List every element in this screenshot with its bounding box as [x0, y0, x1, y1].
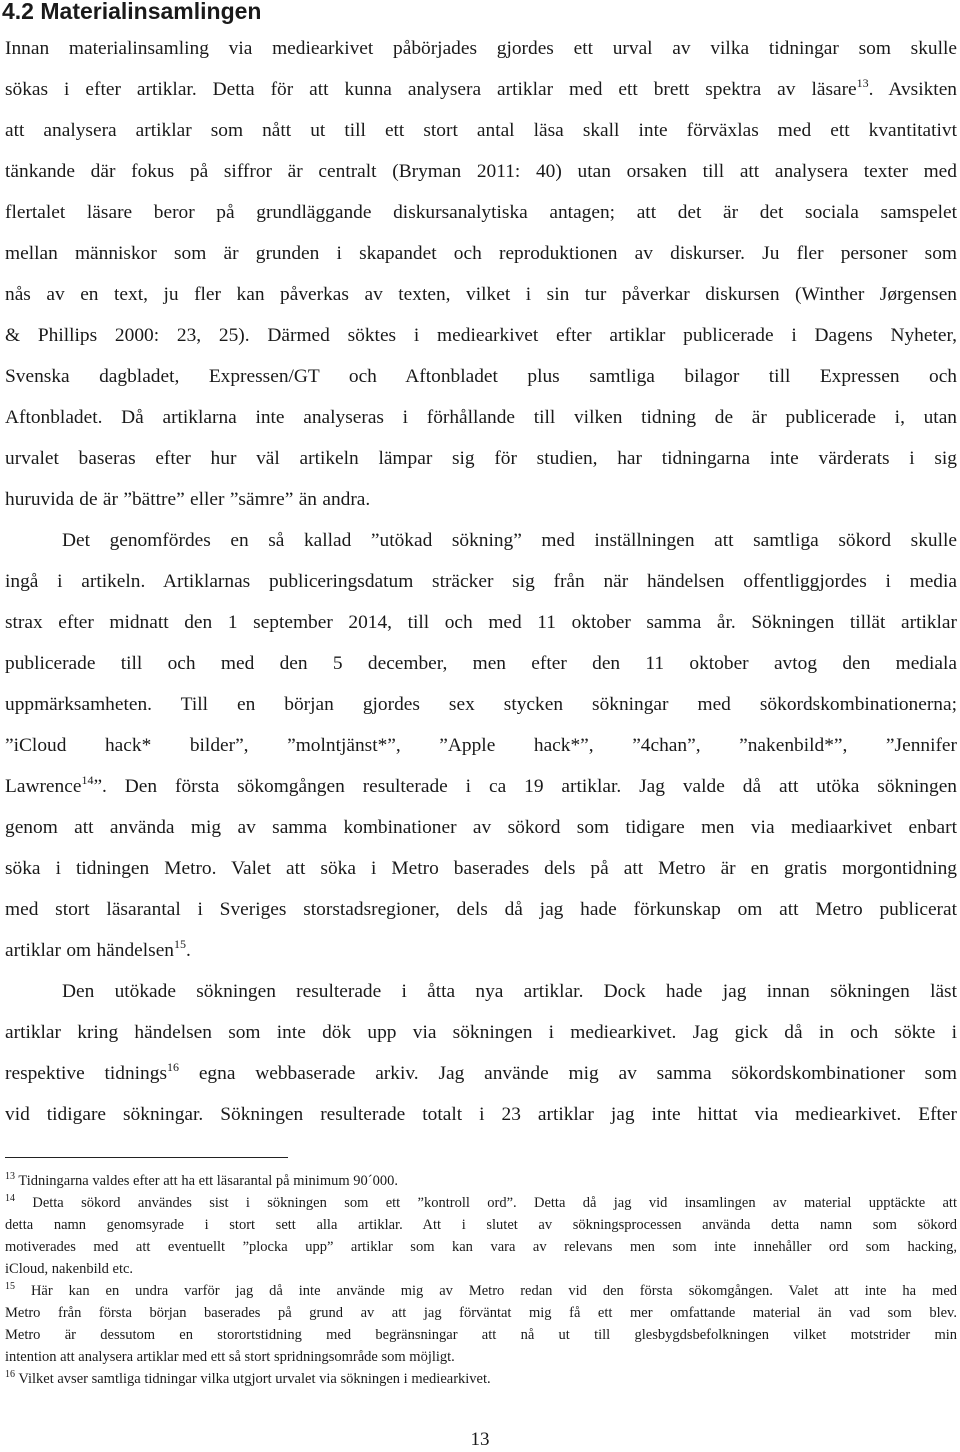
footnote-line: Metro från första början baserades på grund av att jag förväntat mig få ett mer omfattande material än vad som blev.	[5, 1305, 957, 1321]
footnote-15: $^{15}$ Här kan en undra varför jag då inte använde mig av Metro redan vid den första sökomgången. Valet att inte ha med	[5, 1281, 958, 1299]
text-line: urvalet baseras efter hur väl artikeln lämpar sig för studien, har tidningarna inte värderats i sig	[5, 448, 957, 469]
footnote-line: intention att analysera artiklar med ett så stort spridningsområde som möjligt.	[5, 1349, 455, 1365]
footnote-ref-15[interactable]: 15	[174, 937, 186, 951]
paragraph-2	[5, 520, 957, 971]
text-line: tänkande där fokus på siffror är centralt (Bryman 2011: 40) utan orsaken till att analysera texter med	[5, 161, 957, 182]
footnote-ref-16[interactable]: 16	[167, 1060, 179, 1074]
footnote-line: motiverades med att eventuellt ”plocka upp” artiklar som kan vara av relevans men som inte innehåller ord som hacking,	[5, 1239, 957, 1255]
footnote-line: detta namn genomsyrade i stort sett alla artiklar. Att i slutet av sökningsprocessen använda detta namn som sökord	[5, 1217, 957, 1233]
text-line: Lawrence$^{14}$”. Den första sökomgången resulterade i ca 19 artiklar. Jag valde då att utöka sökningen	[5, 773, 957, 797]
text-line: artiklar om händelsen$^{15}$.	[5, 937, 191, 961]
text-line: flertalet läsare beror på grundläggande diskursanalytiska antagen; att det är det sociala samspelet	[5, 202, 957, 223]
text-line: uppmärksamheten. Till en början gjordes sex stycken sökningar med sökordskombinationerna;	[5, 694, 957, 715]
text-line: huruvida de är ”bättre” eller ”sämre” än andra.	[5, 489, 371, 510]
section-heading: 4.2 Materialinsamlingen	[2, 0, 262, 24]
footnote-separator	[5, 1157, 288, 1158]
text-line: ”iCloud hack* bilder”, ”molntjänst*”, ”Apple hack*”, ”4chan”, ”nakenbild*”, ”Jennifer	[5, 735, 957, 756]
text-line: & Phillips 2000: 23, 25). Därmed söktes i mediearkivet efter artiklar publicerade i Dagens Nyheter,	[5, 325, 957, 346]
paragraph-1	[5, 28, 957, 520]
footnote-ref-14[interactable]: 14	[81, 773, 94, 787]
text-line: Den utökade sökningen resulterade i åtta nya artiklar. Dock hade jag innan sökningen läst	[62, 981, 957, 1002]
text-line: genom att använda mig av samma kombinationer av sökord som tidigare men via mediaarkivet enbart	[5, 817, 957, 838]
footnote-line: iCloud, nakenbild etc.	[5, 1261, 134, 1277]
footnote-16: $^{16}$ Vilket avser samtliga tidningar vilka utgjort urvalet via sökningen i mediearkivet.	[5, 1369, 491, 1387]
text-line: Aftonbladet. Då artiklarna inte analyseras i förhållande till vilken tidning de är publicerade i, utan	[5, 407, 957, 428]
text-line: Det genomfördes en så kallad ”utökad sökning” med inställningen att samtliga sökord skulle	[62, 530, 957, 551]
paragraph-3	[5, 971, 957, 1135]
text-line: Innan materialinsamling via mediearkivet påbörjades gjordes ett urval av vilka tidningar som skulle	[5, 38, 957, 59]
text-line: ingå i artikeln. Artiklarnas publiceringsdatum sträcker sig från när händelsen offentliggjordes i media	[5, 571, 957, 592]
text-line: artiklar kring händelsen som inte dök upp via sökningen i mediearkivet. Jag gick då in och sökte i	[5, 1022, 957, 1043]
text-line: att analysera artiklar som nått ut till ett stort antal läsa skall inte förväxlas med ett kvantitativt	[5, 120, 957, 141]
footnote-14: $^{14}$ Detta sökord användes sist i sökningen som ett ”kontroll ord”. Detta då jag vid insamlingen av material upptäckte att	[5, 1193, 957, 1211]
text-line: mellan människor som är grunden i skapandet och reproduktionen av diskurser. Ju fler personer som	[5, 243, 957, 264]
page-number: 13	[470, 1429, 490, 1450]
text-line: strax efter midnatt den 1 september 2014, till och med 11 oktober samma år. Sökningen tillät artiklar	[5, 612, 957, 633]
text-line: vid tidigare sökningar. Sökningen resulterade totalt i 23 artiklar jag inte hittat via mediearkivet. Efter	[5, 1104, 957, 1125]
text-line: respektive tidnings$^{16}$ egna webbaserade arkiv. Jag använde mig av samma sökordskombinationer som	[5, 1060, 957, 1084]
text-line: nås av en text, ju fler kan påverkas av texten, vilket i sin tur påverkar diskursen (Winther Jørgensen	[5, 284, 957, 305]
text-line: publicerade till och med den 5 december, men efter den 11 oktober avtog den mediala	[5, 653, 957, 674]
text-line: sökas i efter artiklar. Detta för att kunna analysera artiklar med ett brett spektra av läsare$^{13}$. Avsikten	[5, 76, 957, 100]
text-line: med stort läsarantal i Sveriges storstadsregioner, dels då jag hade förkunskap om att Metro publicerat	[5, 899, 957, 920]
text-line: söka i tidningen Metro. Valet att söka i Metro baserades dels på att Metro är en gratis morgontidning	[5, 858, 957, 879]
footnote-13: $^{13}$ Tidningarna valdes efter att ha ett läsarantal på minimum 90´000.	[5, 1171, 398, 1189]
footnote-ref-13[interactable]: 13	[856, 76, 869, 90]
footnotes	[5, 1170, 957, 1390]
text-line: Svenska dagbladet, Expressen/GT och Aftonbladet plus samtliga bilagor till Expressen och	[5, 366, 957, 387]
footnote-line: Metro är dessutom en storortstidning med begränsningar att nå ut till glesbygdsbefolkningen vilket motstrider min	[5, 1327, 957, 1343]
